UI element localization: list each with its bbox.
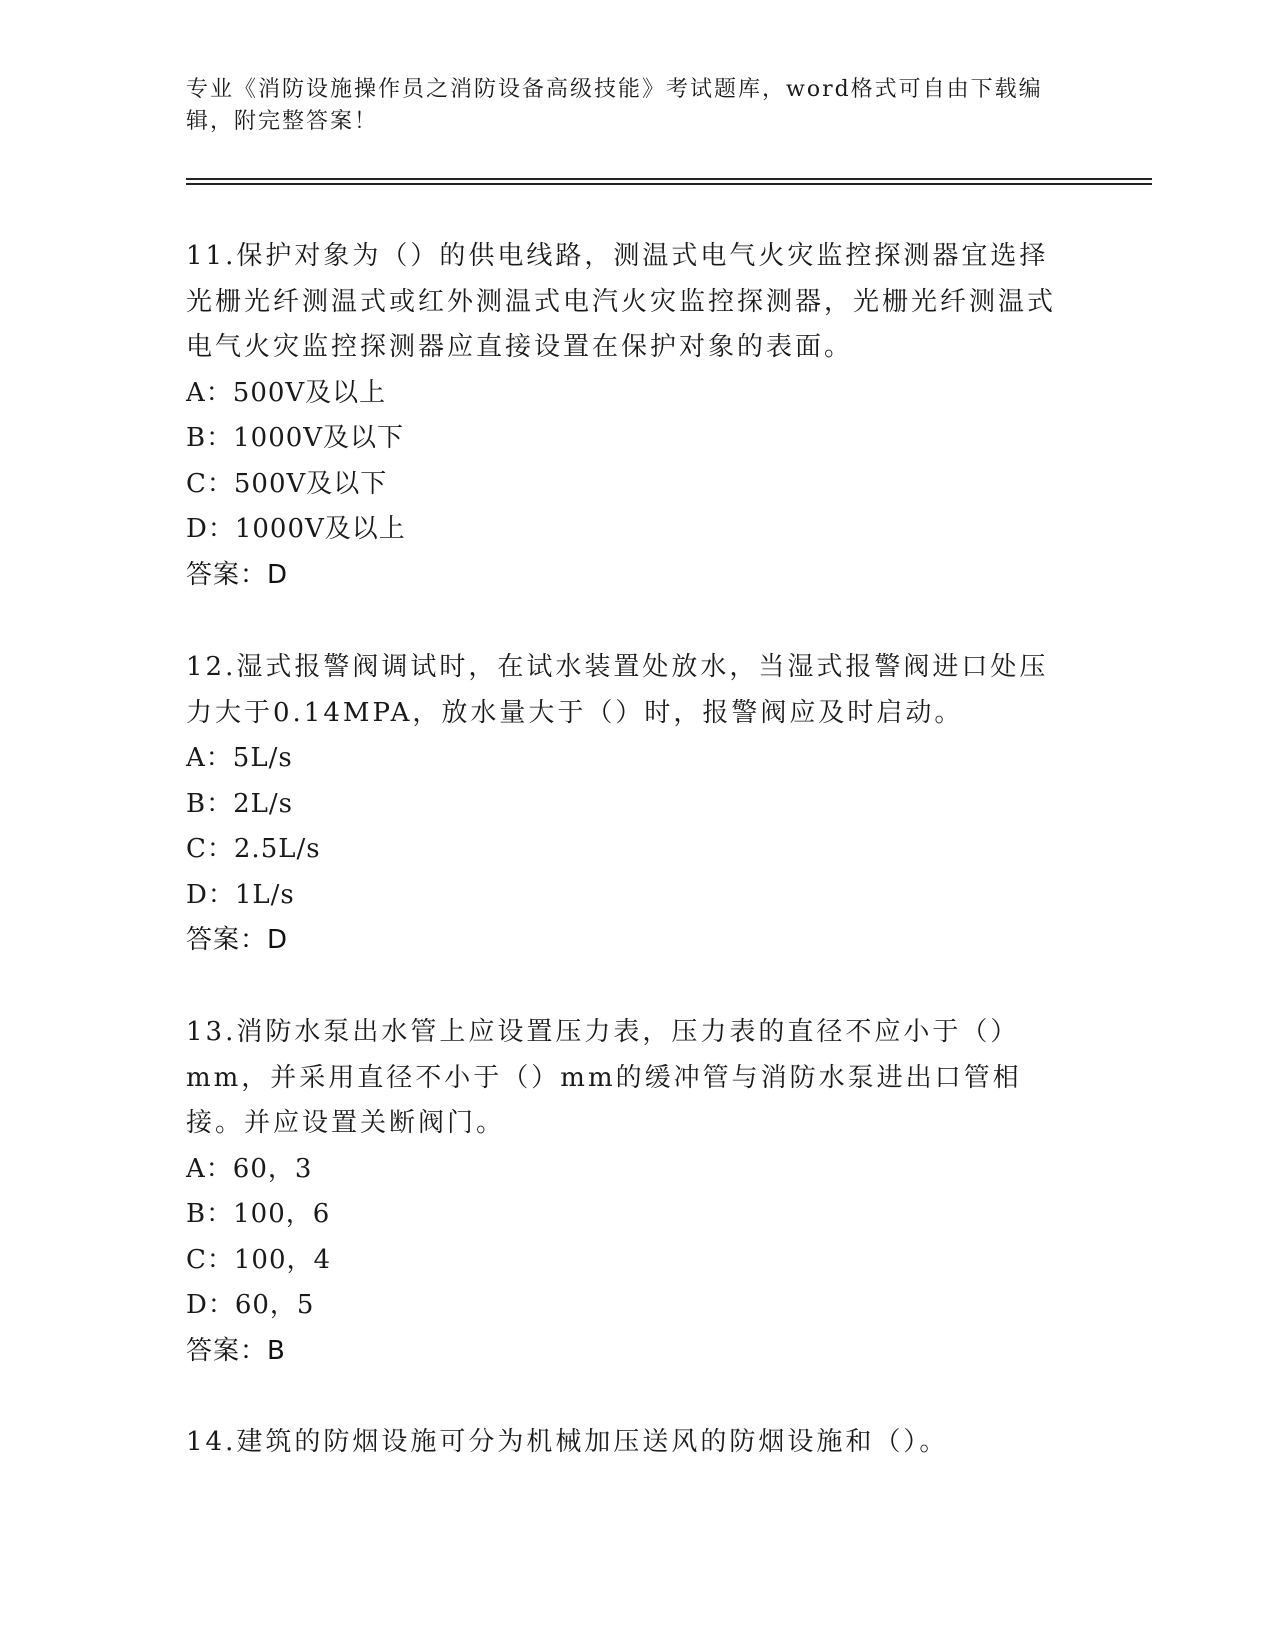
option-a: A：60，3 xyxy=(186,1153,313,1184)
question-stem: 13.消防水泵出水管上应设置压力表，压力表的直径不应小于（）mm，并采用直径不小于（）mm的缓冲管与消防水泵进出口管相接。并应设置关断阀门。 xyxy=(186,1017,1022,1138)
header-divider-top xyxy=(186,178,1152,180)
document-header xyxy=(186,74,1066,138)
answer-line: 答案：D xyxy=(186,925,289,955)
option-list xyxy=(186,371,1076,553)
option-d: D：1000V及以上 xyxy=(186,514,406,544)
question-stem: 14.建筑的防烟设施可分为机械加压送风的防烟设施和（）。 xyxy=(186,1427,949,1457)
question-14 xyxy=(186,1420,1076,1466)
option-b: B：2L/s xyxy=(186,788,294,819)
question-13 xyxy=(186,1010,1076,1374)
question-stem: 12.湿式报警阀调试时，在试水装置处放水，当湿式报警阀进口处压力大于0.14MPA，放水量大于（）时，报警阀应及时启动。 xyxy=(186,652,1049,728)
question-12 xyxy=(186,645,1076,964)
option-d: D：60，5 xyxy=(186,1290,315,1320)
option-b: B：100，6 xyxy=(186,1199,331,1229)
option-b: B：1000V及以下 xyxy=(186,423,405,453)
answer-line: 答案：B xyxy=(186,1335,286,1366)
header-line-1: 专业《消防设施操作员之消防设备高级技能》考试题库，word格式可自由下载编 xyxy=(186,77,1043,102)
option-c: C：100，4 xyxy=(186,1244,332,1275)
answer-line: 答案：D xyxy=(186,559,289,590)
option-a: A：5L/s xyxy=(186,743,293,773)
option-c: C：500V及以下 xyxy=(186,468,388,499)
option-c: C：2.5L/s xyxy=(186,834,321,864)
option-a: A：500V及以上 xyxy=(186,377,387,408)
option-d: D：1L/s xyxy=(186,879,295,910)
header-divider-bottom xyxy=(186,183,1152,185)
question-stem: 11.保护对象为（）的供电线路，测温式电气火灾监控探测器宜选择光栅光纤测温式或红外测温式电汽火灾监控探测器，光栅光纤测温式电气火灾监控探测器应直接设置在保护对象的表面。 xyxy=(186,241,1057,362)
option-list xyxy=(186,1147,1076,1329)
option-list xyxy=(186,736,1076,918)
header-line-2: 辑，附完整答案！ xyxy=(186,109,379,134)
question-11 xyxy=(186,234,1076,598)
